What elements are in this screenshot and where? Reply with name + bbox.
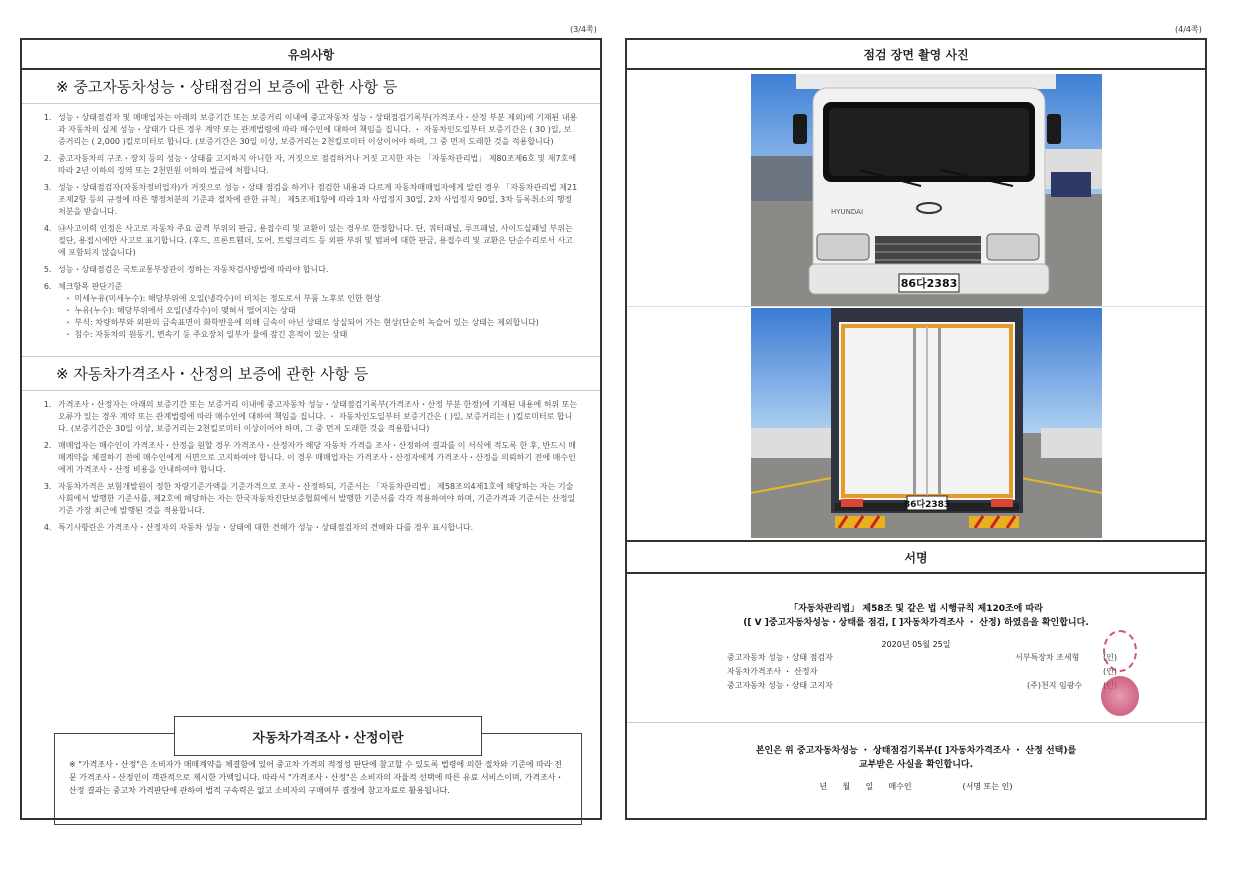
photo-panel (625, 38, 1207, 820)
signature-header: 서명 (627, 542, 1205, 574)
list-item (54, 281, 578, 341)
performance-notes-list (22, 104, 600, 352)
notes-header: 유의사항 (22, 40, 600, 70)
signer-name: 서부특장차 조세형 (1015, 653, 1080, 662)
truck-front-photo (751, 74, 1102, 306)
photo-header: 점검 장면 촬영 사진 (627, 40, 1205, 70)
section-title-performance: ※ 중고자동차성능・상태점검의 보증에 관한 사항 등 (22, 70, 600, 104)
truck-rear-photo (751, 308, 1102, 538)
list-item: 3. 자동차가격은 보험개발원이 정한 차량기준가액을 기준가격으로 조사・산정하되, 기준서는 「자동차관리법」 제58조의4제1호에 해당하는 자는 기술사회에서 발행한 기준서를, 제2호에 해당하는 자는 한국자동차진단보증협회에서 발행한 기준서를 각각 적용하여야 하며, 기준가격과 기준서는 산정일 기준 가장 최근에 발행된 것을 적용합니다. (54, 481, 578, 517)
company-seal-2 (1101, 676, 1139, 716)
list-item: 4. 특기사항란은 가격조사・산정자의 자동차 성능・상태에 대한 견해가 성능・상태점검자의 견해와 다를 경우 표시합니다. (54, 522, 578, 534)
signer-role: 자동차가격조사 ・ 산정자 (727, 667, 818, 676)
page-number-right: (4/4쪽) (1175, 25, 1202, 34)
list-item: 2. 중고자동차의 구조・장치 등의 성능・상태를 고지하지 아니한 자, 거짓으로 점검하거나 거짓 고지한 자는 「자동차관리법」 제80조제6호 및 제7호에 따라 2년 이하의 징역 또는 2천만원 이하의 벌금에 처합니다. (54, 153, 578, 177)
confirmation-line: ([ V ]중고자동차성능・상태를 점검, [ ]자동차가격조사 ・ 산정) 하였음을 확인합니다. (743, 618, 1089, 628)
signer-role: 중고자동차 성능・상태 점검자 (727, 653, 833, 662)
list-item: 1. 가격조사・산정자는 아래의 보증기간 또는 보증거리 이내에 중고자동차 성능・상태점검기록부(가격조사・산정 부분 한정)에 기재된 내용에 허위 또는 오류가 있는 경우 계약 또는 관계법령에 따라 매수인에 대하여 책임을 집니다. ・ 자동차인도일부터 보증기간은 ( )일, 보증거리는 ( )킬로미터로 합니다. (보증기간은 30일 이상, 보증거리는 2천킬로미터 이상이어야 하며, 그 중 먼저 도래한 것을 적용합니다) (54, 399, 578, 435)
company-seal-1 (1103, 630, 1137, 672)
list-item: 1. 성능・상태점검자 및 매매업자는 아래의 보증기간 또는 보증거리 이내에 중고자동차 성능・상태점검기록부(가격조사・산정 부분 제외)에 기재된 내용과 자동차의 실제 성능・상태가 다른 경우 계약 또는 관계법령에 따라 매수인에 대하여 책임을 집니다. ・ 자동차인도일부터 보증기간은 ( 30 )일, 보증거리는 ( 2,000 )킬로미터로 합니다. (보증기간은 30일 이상, 보증거리는 2천킬로미터 이상이어야 하며, 그 중 먼저 도래한 것을 적용합니다) (54, 112, 578, 148)
receipt-confirm-line-1: 본인은 위 중고자동차성능 ・ 상태점검기록부([ ]자동차가격조사 ・ 산정 선택)를 (755, 746, 1077, 756)
buyer-signature-line: 년 월 일 매수인 (서명 또는 인) (819, 782, 1013, 791)
price-notes-list (22, 391, 600, 545)
truck-brand-text: HYUNDAI (831, 208, 864, 216)
list-item: 5. 성능・상태점검은 국토교통부장관이 정하는 자동차검사방법에 따라야 합니다. (54, 264, 578, 276)
criteria-item: ・ 누유(누수): 해당부위에서 오일(냉각수)이 맺혀서 떨어지는 상태 (64, 306, 296, 315)
legal-basis-line: 「자동차관리법」 제58조 및 같은 법 시행규칙 제120조에 따라 (789, 604, 1043, 614)
criteria-item: ・ 미세누유(미세누수): 해당부위에 오일(냉각수)이 비치는 정도로서 부품 노후로 인한 현상 (64, 294, 381, 303)
signer-role: 중고자동차 성능・상태 고지자 (727, 681, 833, 690)
sign-date: 2020년 05월 25일 (881, 640, 951, 649)
criteria-item: ・ 침수: 자동차의 원동기, 변속기 등 주요장치 일부가 물에 잠긴 흔적이 있는 상태 (64, 330, 348, 339)
list-item: 2. 매매업자는 매수인이 가격조사・산정을 원할 경우 가격조사・산정자가 해당 자동차 가격을 조사・산정하여 결과를 이 서식에 적도록 한 후, 반드시 매매계약을 체결하기 전에 매수인에게 서면으로 고지하여야 합니다. 이 경우 매매업자는 가격조사・산정자에게 가격조사・산정을 의뢰하기 전에 매수인에게 가격조사・산정 비용을 안내하여야 합니다. (54, 440, 578, 476)
notes-panel (20, 38, 602, 820)
list-item: 3. 성능・상태점검자(자동차정비업자)가 거짓으로 성능・상태 점검을 하거나 점검한 내용과 다르게 자동차매매업자에게 알린 경우 「자동차관리법 제21조제2항 등의 규정에 따른 행정처분의 기준과 절차에 관한 규칙」 제5조제1항에 따라 1차 사업정지 30일, 2차 사업정지 90일, 3차 등록취소의 행정처분을 받습니다. (54, 182, 578, 218)
criteria-heading: 6. 체크항목 판단기준 (58, 282, 123, 291)
section-title-price: ※ 자동차가격조사・산정의 보증에 관한 사항 등 (22, 356, 600, 391)
receipt-confirm-line-2: 교부받은 사실을 확인합니다. (858, 760, 973, 770)
front-license-plate: 86다2383 (900, 277, 958, 290)
definition-box: ※ "가격조사・산정"은 소비자가 매매계약을 체결함에 있어 중고차 가격의 적정성 판단에 참고할 수 있도록 법령에 의한 절차와 기준에 따라 전문 가격조사・산정인이 객관적으로 제시한 가액입니다. 따라서 "가격조사・산정"은 소비자의 자율적 선택에 따른 유료 서비스이며, 가격조사・산정 결과는 중고차 가격판단에 관하여 법적 구속력은 없고 소비자의 구매여부 결정에 참고자료로 활용됩니다. (54, 733, 582, 825)
criteria-item: ・ 부식: 차량하부와 외판의 금속표면이 화학반응에 의해 금속이 아닌 상태로 상실되어 가는 현상(단순히 녹슬어 있는 상태는 제외합니다) (64, 318, 539, 327)
list-item: 4. ㉯사고이력 인정은 사고로 자동차 주요 골격 부위의 판금, 용접수리 및 교환이 있는 경우로 한정합니다. 단, 쿼터패널, 루프패널, 사이드실패널 부위는 절단, 용접시에만 사고로 표기합니다. (후드, 프론트휀더, 도어, 트렁크리드 등 외판 부위 및 범퍼에 대한 판금, 용접수리 및 교환은 단순수리로서 사고에 포함되지 않습니다) (54, 223, 578, 259)
seal-mark: (인) (1103, 667, 1117, 676)
signer-name: (주)천지 임광수 (1027, 681, 1083, 690)
seal-mark: (인) (1103, 653, 1117, 662)
definition-title: 자동차가격조사・산정이란 (174, 716, 482, 756)
page-number-left: (3/4쪽) (570, 25, 597, 34)
rear-license-plate: 86다2383 (903, 500, 951, 510)
